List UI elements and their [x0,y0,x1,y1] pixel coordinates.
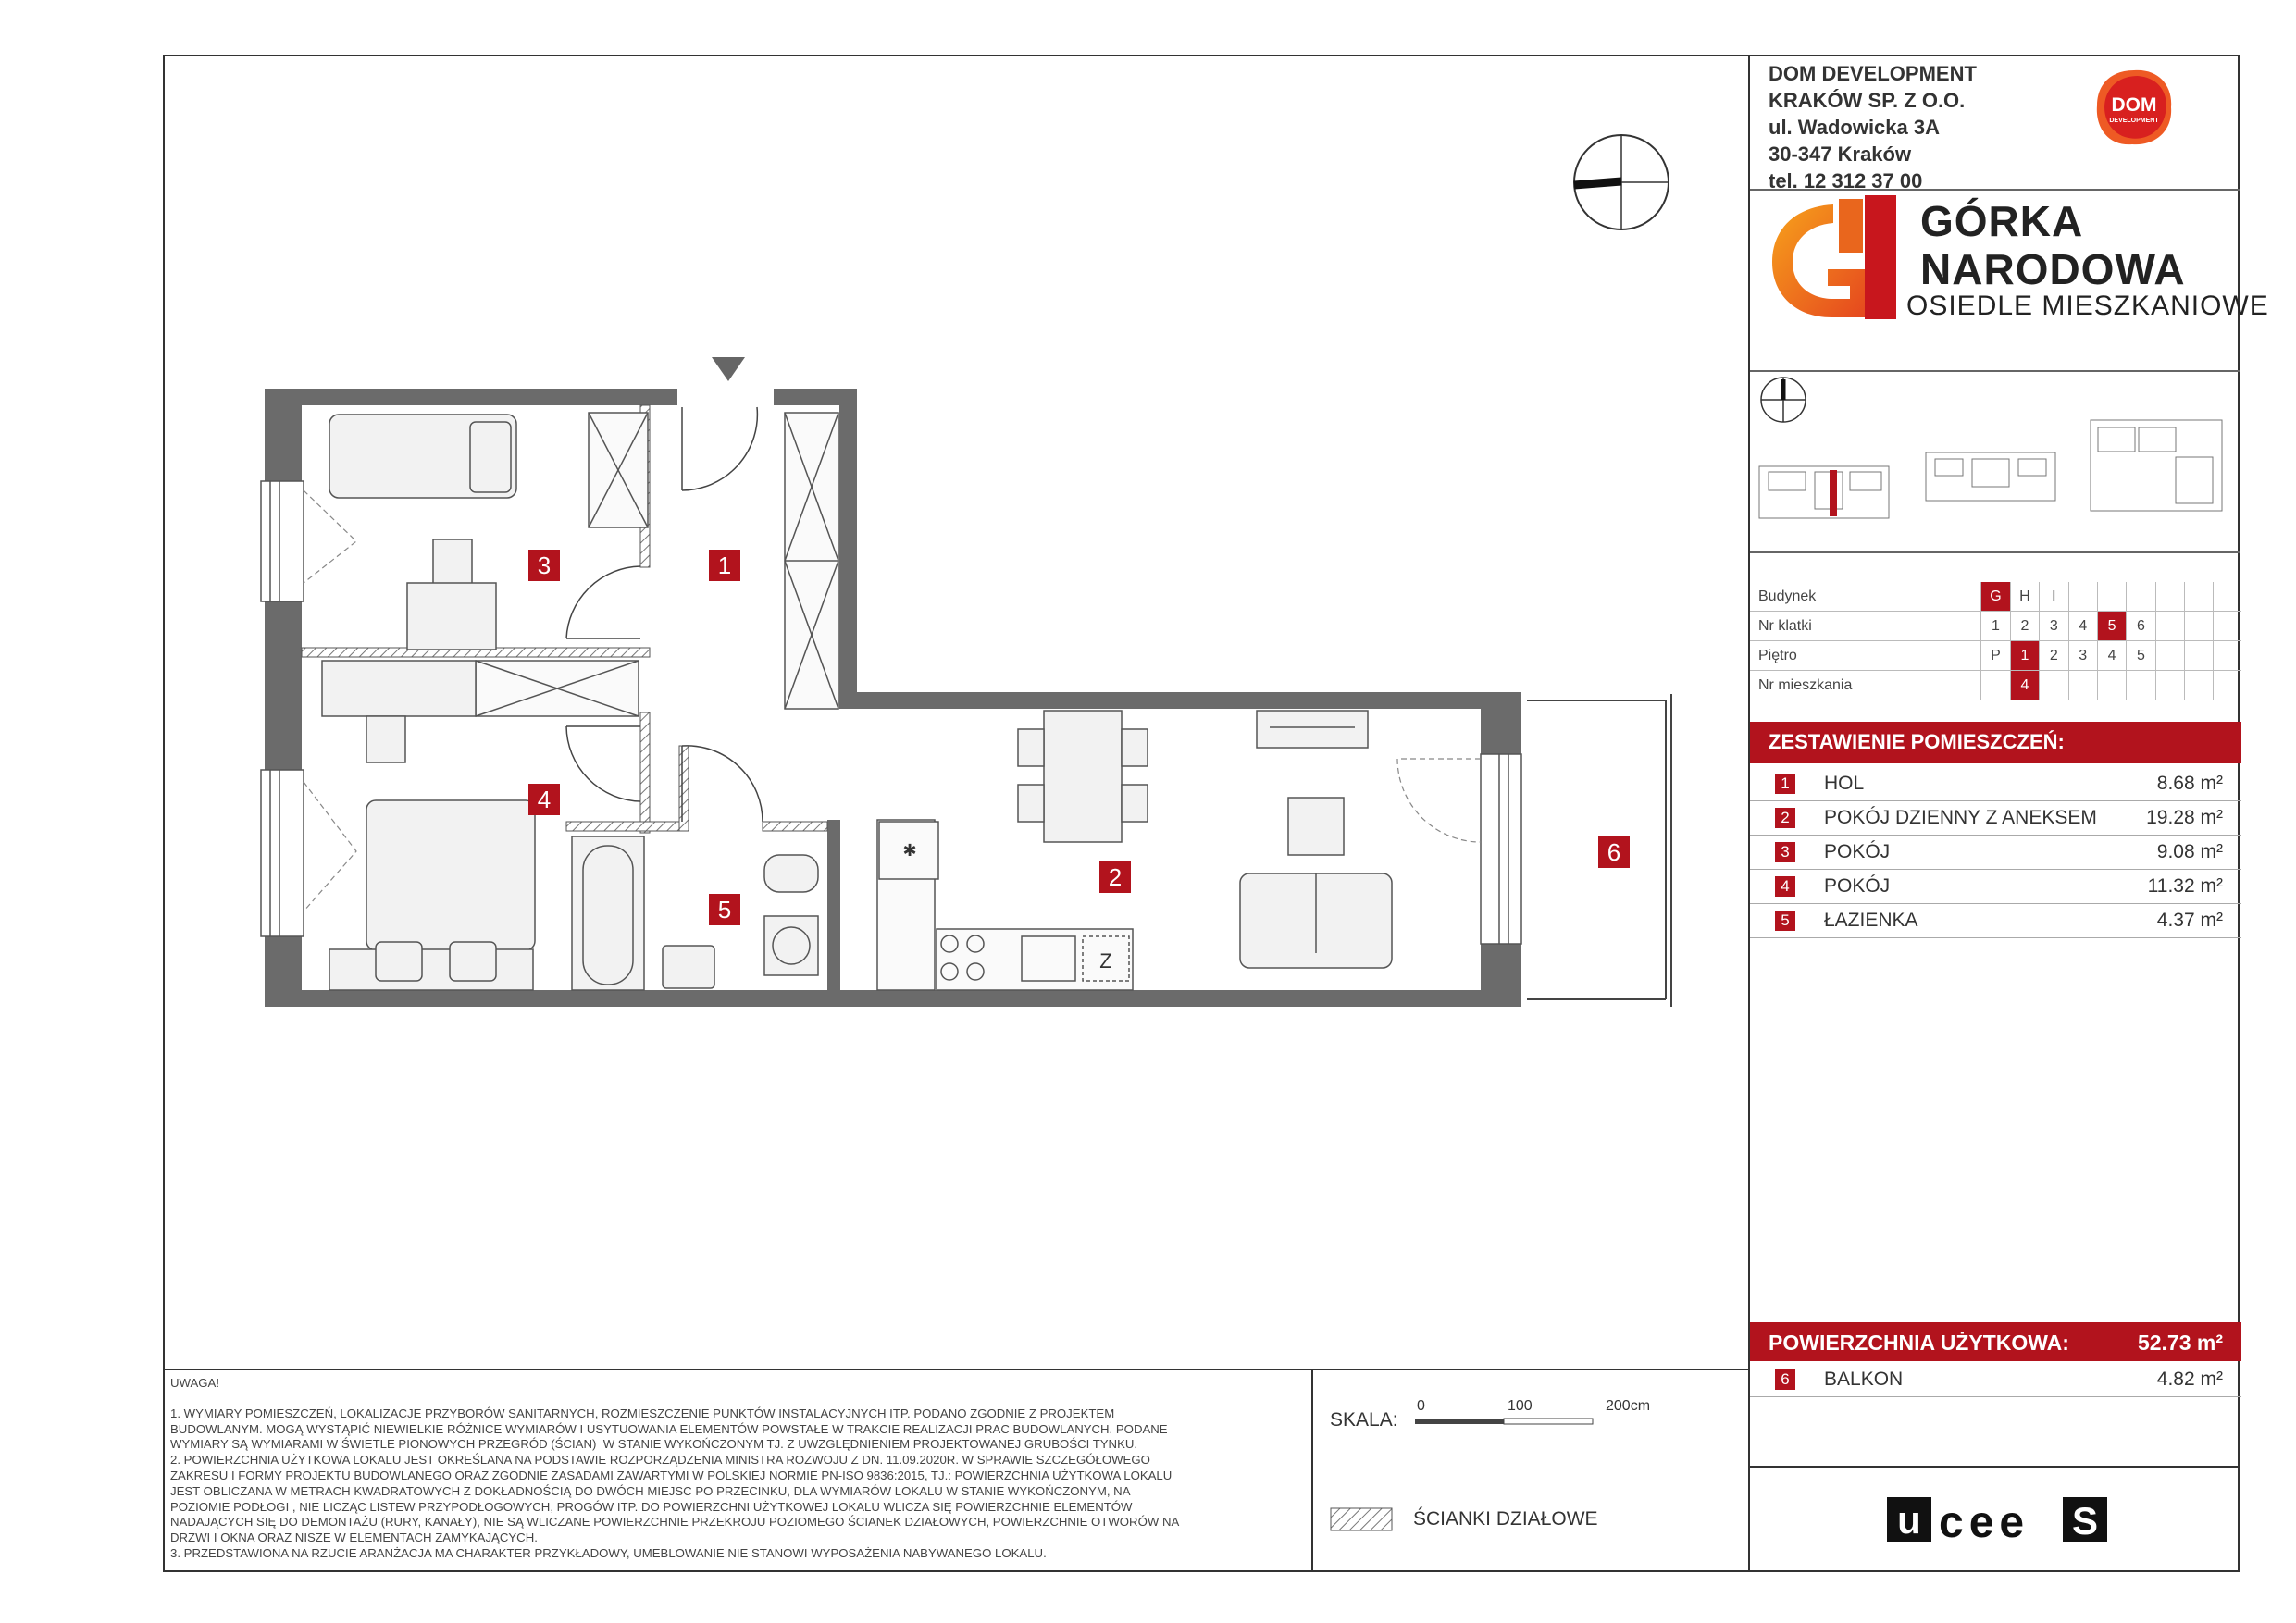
location-cell: 5 [2097,612,2126,641]
note-line: 2. POWIERZCHNIA UŻYTKOWA LOKALU JEST OKREŚLANA NA PODSTAWIE ROZPORZĄDZENIA MINISTRA ROZWOJU Z DN. 11.09.2020R. W SPRAWIE SZCZEGÓŁOWEGO [170,1453,1150,1468]
room-name: HOL [1824,773,1865,794]
location-cell [2184,582,2213,612]
location-cell [2155,612,2184,641]
location-row-label: Nr mieszkania [1750,671,1981,700]
location-row-label: Piętro [1750,641,1981,671]
entrance-arrow-icon [712,357,745,381]
location-row [1750,641,2241,671]
room-number: 3 [1775,842,1795,862]
note-line: DRZWI I OKNA ORAZ NISZE W ELEMENTACH ZAMYKAJĄCYCH. [170,1530,538,1545]
scale-tick-200: 200cm [1606,1398,1651,1414]
compass-icon [1574,135,1669,229]
scale-legend-box [1313,1369,1748,1572]
location-cell: I [2040,582,2068,612]
location-cell: 3 [2068,641,2097,671]
note-line: JEST OBLICZANA W METRACH KWADRATOWYCH Z DOKŁADNOŚCIĄ DO DWÓCH MIEJSC PO PRZECINKU, DLA WYMIARÓW LOKALU W STANIE WYKOŃCZONYM, NA [170,1483,1131,1498]
scale-label: SKALA: [1330,1409,1398,1431]
brand-box [1748,1466,2240,1572]
company-street: ul. Wadowicka 3A [1769,116,1941,139]
legend-label: ŚCIANKI DZIAŁOWE [1413,1508,1598,1530]
location-row-label: Nr klatki [1750,612,1981,641]
note-line: 3. PRZEDSTAWIONA NA RZUCIE ARANŻACJA MA CHARAKTER PRZYKŁADOWY, UMEBLOWANIE NIE STANOWI WYPOSAŻENIA NABYWANEGO LOKALU. [170,1545,1047,1560]
total-area-value: 52.73 m² [2137,1331,2223,1355]
svg-text:S: S [2071,1499,2099,1542]
room-area: 8.68 m² [2156,773,2223,794]
location-cell [2155,582,2184,612]
room-row [1750,801,2241,836]
svg-text:✱: ✱ [902,841,917,861]
room-area: 11.32 m² [2147,875,2223,897]
info-panel [1748,55,2269,1572]
svg-text:cee: cee [1939,1498,2030,1547]
project-title [1920,197,2186,293]
company-phone: tel. 12 312 37 00 [1769,169,1923,192]
room-area: 9.08 m² [2156,841,2223,862]
logo-dom-text: DOM [2111,94,2157,116]
key-plans [1750,374,2241,531]
room-number: 1 [1775,774,1795,794]
company-address [1769,60,1977,194]
location-cell [2068,582,2097,612]
room-name: POKÓJ [1824,841,1891,862]
company-name: DOM DEVELOPMENT [1769,62,1977,85]
note-line: BUDOWLANYM. MOGĄ WYSTĄPIĆ NIEWIELKIE RÓŻNICE WYMIARÓW I USYTUOWANIA ELEMENTÓW POWSTAŁE W TRAKCIE REALIZACJI PRAC BUDOWLANYCH. PODANE [170,1421,1168,1436]
note-line: 1. WYMIARY POMIESZCZEŃ, LOKALIZACJE PRZYBORÓW SANITARNYCH, ROZMIESZCZENIE PUNKTÓW INSTALACYJNYCH ITP. PODANO ZGODNIE Z PROJEKTEM [170,1406,1115,1420]
ucees-logo [1887,1493,2109,1549]
room-area: 19.28 m² [2146,807,2223,828]
location-cell: 4 [2068,612,2097,641]
room-area: 4.37 m² [2156,910,2223,931]
note-line: NADAJĄCYCH SIĘ DO DEMONTAŻU (RURY, KANAŁY), NIE SĄ WLICZANE POWIERZCHNIE PRZEKROJU POZIOMEGO ŚCIANEK DZIAŁOWYCH, POWIERZCHNIE OTWORÓW NA [170,1515,1180,1530]
location-row [1750,612,2241,641]
gorka-narodowa-logo-icon [1769,195,1907,325]
logo-development-text: DEVELOPMENT [2109,118,2159,124]
project-logo [1769,195,2269,325]
total-area-label: POWIERZCHNIA UŻYTKOWA: [1769,1331,2069,1355]
total-area-bar [1750,1322,2241,1361]
rooms-list [1750,767,2241,938]
room-name: POKÓJ [1824,875,1891,897]
location-cell: H [2010,582,2039,612]
rooms-header: ZESTAWIENIE POMIESZCZEŃ: [1750,722,2241,763]
location-cell [1981,671,2010,700]
location-cell [2213,582,2241,612]
balcony-number: 6 [1775,1369,1795,1390]
location-table [1750,582,2241,700]
location-cell [2097,582,2126,612]
room-label-1: 1 [709,550,740,581]
room-row [1750,870,2241,904]
location-cell: 2 [2040,641,2068,671]
location-cell: 4 [2010,671,2039,700]
balcony-area: 4.82 m² [2156,1369,2223,1390]
company-city: 30-347 Kraków [1769,142,1912,166]
location-row-label: Budynek [1750,582,1981,612]
location-cell [2184,641,2213,671]
location-cell [2127,671,2155,700]
room-name: POKÓJ DZIENNY Z ANEKSEM [1824,807,2097,828]
location-cell: 3 [2040,612,2068,641]
location-cell: 1 [2010,641,2039,671]
location-cell [2213,612,2241,641]
hatch-legend-icon [1330,1507,1393,1531]
notes-lines [170,1406,1304,1562]
room-number: 4 [1775,876,1795,897]
svg-text:u: u [1897,1498,1921,1542]
note-line: POZIOMIE PODŁOGI , NIE LICZĄC LISTEW PRZYPODŁOGOWYCH, PROGÓW ITP. DO POWIERZCHNI UŻYTKOWEJ LOKALU WLICZA SIĘ POWIERZCHNIE ELEMENTÓW [170,1499,1133,1514]
note-line: ZAKRESU I FORMY PROJEKTU BUDOWLANEGO ORAZ ZGODNIE ZASADAMI ZAWARTYMI W POLSKIEJ NORMIE PN-ISO 9836:2015, TJ.: POWIERZCHNIA UŻYTKOWA LOKALU [170,1468,1173,1482]
notes-box [163,1369,1313,1572]
location-cell [2213,671,2241,700]
project-title-line-1: GÓRKA [1920,197,2084,245]
location-cell: P [1981,641,2010,671]
room-row [1750,836,2241,870]
balcony-name: BALKON [1824,1369,1904,1390]
room-label-5: 5 [709,894,740,925]
location-cell: G [1981,582,2010,612]
room-name: ŁAZIENKA [1824,910,1918,931]
room-label-2: 2 [1099,861,1131,893]
room-row [1750,904,2241,938]
location-cell [2184,612,2213,641]
location-cell [2097,671,2126,700]
notes-title: UWAGA! [170,1376,219,1390]
location-cell: 4 [2097,641,2126,671]
location-cell [2040,671,2068,700]
note-line: WYMIARY SĄ WYMIARAMI W ŚWIETLE PIONOWYCH PRZEGRÓD (ŚCIAN) W STANIE WYKOŃCZONYM TJ. Z UWZGLĘDNIENIEM PROJEKTOWANEJ GRUBOŚCI TYNKU. [170,1437,1138,1452]
room-number: 5 [1775,911,1795,931]
room-row [1750,767,2241,801]
location-cell [2068,671,2097,700]
location-cell: 2 [2010,612,2039,641]
balcony-row [1750,1363,2241,1397]
location-cell: 5 [2127,641,2155,671]
svg-text:Z: Z [1099,949,1112,973]
room-number: 2 [1775,808,1795,828]
room-label-4: 4 [528,784,560,815]
company-name-2: KRAKÓW SP. Z O.O. [1769,89,1966,112]
location-cell: 6 [2127,612,2155,641]
location-cell [2155,641,2184,671]
location-cell [2127,582,2155,612]
location-row [1750,671,2241,700]
project-title-line-2: NARODOWA [1920,245,2186,293]
location-cell [2184,671,2213,700]
location-cell [2213,641,2241,671]
location-row [1750,582,2241,612]
location-cell: 1 [1981,612,2010,641]
scale-tick-100: 100 [1508,1398,1533,1414]
dom-development-logo [2093,67,2175,148]
room-label-6: 6 [1598,836,1630,868]
location-cell [2155,671,2184,700]
scale-tick-0: 0 [1417,1398,1425,1414]
project-subtitle: OSIEDLE MIESZKANIOWE [1906,291,2269,321]
room-label-3: 3 [528,550,560,581]
